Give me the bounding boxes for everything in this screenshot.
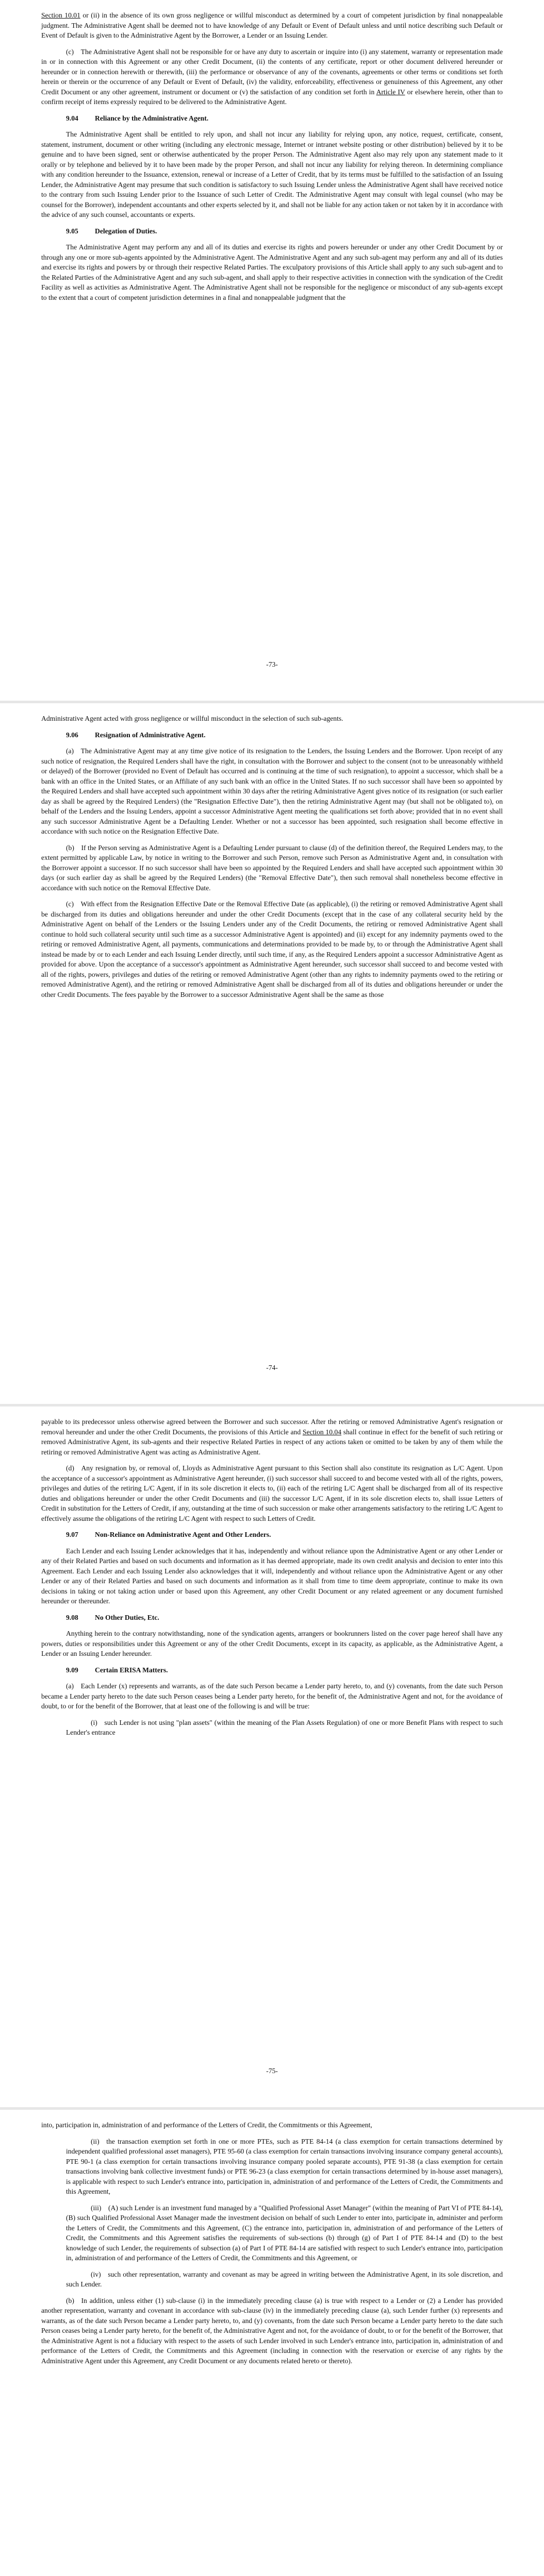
section-reference[interactable]: Section 10.01 [41, 11, 80, 19]
paragraph: (iv) such other representation, warranty and covenant as may be agreed in writing between the Administrative Agent, in its sole discretion, and such Lender. [66, 2270, 503, 2288]
page-number: -74- [266, 1364, 278, 1371]
paragraph: (c) The Administrative Agent shall not be responsible for or have any duty to ascertain or inquire into (i) any statement, warranty or representation made in or in connection with this Agreement or any other Credit Document, (ii) the contents of any certificate, report or other document delivered hereunder or hereunder or in connection herewith or therewith, (iii) the performance or observance of any of the covenants, agreements or other terms or conditions set forth herein or therein or the occurrence of any Default or Event of Default, (iv) the validity, enforceability, effectiveness or genuineness of this Agreement, any other Credit Document or any other agreement, instrument or document or (v) the satisfaction of any condition set forth in Article IV or elsewhere herein, other than to confirm receipt of items expressly required to be delivered to the Administrative Agent. [41, 47, 503, 106]
document-page-76 [0, 2110, 544, 2576]
paragraph: (i) such Lender is not using "plan assets" (within the meaning of the Plan Assets Regulation) of one or more Benefit Plans with respect to such Lender's entrance [66, 1718, 503, 1736]
section-heading: 9.06 Resignation of Administrative Agent. [66, 731, 206, 739]
paragraph: (ii) the transaction exemption set forth in one or more PTEs, such as PTE 84-14 (a class exemption for certain transactions determined by independent qualified professional asset managers), PTE 95-60 (a class exemption for certain transactions involving insurance company general accounts), PTE 90-1 (a class exemption for certain transactions involving insurance company pooled separate accounts), PTE 91-38 (a class exemption for certain transactions involving bank collective investment funds) or PTE 96-23 (a class exemption for certain transactions determined by in-house asset managers), is applicable with respect to such Lender's entrance into, participation in, administration of and performance of the Letters of Credit, the Commitments and this Agreement, [66, 2137, 503, 2195]
paragraph: (b) If the Person serving as Administrative Agent is a Defaulting Lender pursuant to clause (d) of the definition thereof, the Required Lenders may, to the extent permitted by applicable Law, by notice in writing to the Borrower and such Person, remove such Person as Administrative Agent and, in consultation with the Borrower appoint a successor. If no such successor shall have been so appointed by the Required Lenders and shall have accepted such appointment within 30 days (or such earlier day as shall be agreed by the Required Lenders) (the "Removal Effective Date"), then such removal shall nonetheless become effective in accordance with such notice on the Removal Effective Date. [41, 843, 503, 892]
paragraph: The Administrative Agent shall be entitled to rely upon, and shall not incur any liability for relying upon, any notice, request, certificate, consent, statement, instrument, document or other writing (including any electronic message, Internet or intranet website posting or other distribution) believed by it to be genuine and to have been signed, sent or otherwise authenticated by the proper Person. The Administrative Agent also may rely upon any statement made to it orally or by telephone and believed by it to have been made by the proper Person, and shall not incur any liability for relying thereon. In determining compliance with any condition hereunder to the Issuance, extension, renewal or increase of a Letter of Credit, that by its terms must be fulfilled to the satisfaction of an Issuing Lender, the Administrative Agent may presume that such condition is satisfactory to such Issuing Lender unless the Administrative Agent shall have received notice to the contrary from such Issuing Lender prior to the Issuance of such Letter of Credit. The Administrative Agent may consult with legal counsel (who may be counsel for the Borrower), independent accountants and other experts selected by it, and shall not be liable for any action taken or not taken by it in accordance with the advice of any such counsel, accountants or experts. [41, 130, 503, 218]
paragraph: payable to its predecessor unless otherwise agreed between the Borrower and such successor. After the retiring or removed Administrative Agent's resignation or removal hereunder and under the other Credit Documents, the provisions of this Article and Section 10.04 shall continue in effect for the benefit of such retiring or removed Administrative Agent, its sub-agents and their respective Related Parties in respect of any actions taken or omitted to be taken by any of them while the retiring or removed Administrative Agent was acting as Administrative Agent. [41, 1418, 503, 1456]
page-number: -75- [266, 2067, 278, 2075]
paragraph: (iii) (A) such Lender is an investment fund managed by a "Qualified Professional Asset Manager" (within the meaning of Part VI of PTE 84-14), (B) such Qualified Professional Asset Manager made the investment decision on behalf of such Lender to enter into, participate in, administer and perform the Letters of Credit, the Commitments and this Agreement, (C) the entrance into, participation in, administration of and performance of the Letters of Credit, the Commitments and this Agreement satisfies the requirements of sub-sections (b) through (g) of Part I of PTE 84-14 and (D) to the best knowledge of such Lender, the requirements of subsection (a) of Part I of PTE 84-14 are satisfied with respect to such Lender's entrance into, participation in, administration of and performance of the Letters of Credit, the Commitments and this Agreement, or [66, 2204, 503, 2262]
paragraph: (a) The Administrative Agent may at any time give notice of its resignation to the Lenders, the Issuing Lenders and the Borrower. Upon receipt of any such notice of resignation, the Required Lenders shall have the right, in consultation with the Borrower and subject to the consent (not to be unreasonably withheld or delayed) of the Borrower (provided no Event of Default has occurred and is continuing at the time of such resignation), to appoint a successor, which shall be a bank with an office in the United States, or an Affiliate of any such bank with an office in the United States. If no such successor shall have been so appointed by the Required Lenders and shall have accepted such appointment within 30 days after the retiring Administrative Agent gives notice of its resignation (or such earlier day as shall be agreed by the Required Lenders) (the "Resignation Effective Date"), then the retiring Administrative Agent may (but shall not be obligated to), on behalf of the Lenders and the Issuing Lenders, appoint a successor Administrative Agent meeting the qualifications set forth above; provided that in no event shall any such successor Administrative Agent be a Defaulting Lender. Whether or not a successor has been appointed, such resignation shall become effective in accordance with such notice on the Resignation Effective Date. [41, 747, 503, 835]
paragraph: Each Lender and each Issuing Lender acknowledges that it has, independently and without reliance upon the Administrative Agent or any other Lender or any of their Related Parties and based on such documents and information as it has deemed appropriate, made its own credit analysis and decision to enter into this Agreement. Each Lender and each Issuing Lender also acknowledges that it will, independently and without reliance upon the Administrative Agent or any other Lender or any of their Related Parties and based on such documents and information as it shall from time to time deem appropriate, continue to make its own decisions in taking or not taking action under or based upon this Agreement, any other Credit Document or any related agreement or any document furnished hereunder or thereunder. [41, 1547, 503, 1605]
section-heading: 9.05 Delegation of Duties. [66, 227, 157, 235]
section-heading: 9.04 Reliance by the Administrative Agent. [66, 114, 209, 122]
page-number: -73- [266, 660, 278, 668]
paragraph: (c) With effect from the Resignation Effective Date or the Removal Effective Date (as applicable), (i) the retiring or removed Administrative Agent shall be discharged from its duties and obligations hereunder and under the other Credit Documents (except that in the case of any collateral security held by the Administrative Agent on behalf of the Lenders or the Issuing Lenders under any of the Credit Documents, the retiring or removed Administrative Agent shall continue to hold such collateral security until such time as a successor Administrative Agent is appointed) and (ii) except for any indemnity payments owed to the retiring or removed Administrative Agent, all payments, communications and determinations provided to be made by, to or through the Administrative Agent shall instead be made by or to each Lender and each Issuing Lender directly, until such time, if any, as the Required Lenders appoint a successor Administrative Agent as provided for above. Upon the acceptance of a successor's appointment as Administrative Agent hereunder, such successor shall succeed to and become vested with all of the rights, powers, privileges and duties of the retiring or removed Administrative Agent (other than any rights to indemnity payments owed to the retiring or removed Administrative Agent), and the retiring or removed Administrative Agent shall be discharged from all of its duties and obligations hereunder or under the other Credit Documents. The fees payable by the Borrower to a successor Administrative Agent shall be the same as those [41, 900, 503, 998]
paragraph: Administrative Agent acted with gross negligence or willful misconduct in the selection of such sub-agents. [41, 715, 343, 722]
paragraph: Section 10.01 or (ii) in the absence of its own gross negligence or willful misconduct as determined by a court of competent jurisdiction by final nonappealable judgment. The Administrative Agent shall be deemed not to have knowledge of any Default or Event of Default unless and until notice describing such Default or Event of Default is given to the Administrative Agent by the Borrower, a Lender or an Issuing Lender. [41, 11, 503, 39]
section-reference[interactable]: Section 10.04 [302, 1428, 342, 1436]
document-page-74 [0, 703, 544, 1404]
paragraph: into, participation in, administration of and performance of the Letters of Credit, the Commitments or this Agreement, [41, 2121, 372, 2129]
paragraph: (d) Any resignation by, or removal of, Lloyds as Administrative Agent pursuant to this Section shall also constitute its resignation as L/C Agent. Upon the acceptance of a successor's appointment as Administrative Agent hereunder, (i) such successor shall succeed to and become vested with all of the rights, powers, privileges and duties of the retiring L/C Agent, if in its sole discretion it elects to, (ii) each of the retiring L/C Agent shall be discharged from all of its respective duties and obligations hereunder or under the other Credit Documents and (iii) the successor L/C Agent, if in its sole discretion elects to, shall issue Letters of Credit in substitution for the Letters of Credit, if any, outstanding at the time of such succession or make other arrangements satisfactory to the retiring L/C Agent to effectively assume the obligations of the retiring L/C Agent with respect to such Letters of Credit. [41, 1464, 503, 1522]
paragraph: (b) In addition, unless either (1) sub-clause (i) in the immediately preceding clause (a) is true with respect to a Lender or (2) a Lender has provided another representation, warranty and covenant in accordance with sub-clause (iv) in the immediately preceding clause (a), such Lender further (x) represents and warrants, as of the date such Person became a Lender party hereto, to, and (y) covenants, from the date such Person became a Lender party hereto to the date such Person ceases being a Lender party hereto, for the benefit of, the Administrative Agent and not, for the avoidance of doubt, to or for the benefit of the Borrower, that the Administrative Agent is not a fiduciary with respect to the assets of such Lender involved in such Lender's entrance into, participation in, administration of and performance of the Letters of Credit, the Commitments and this Agreement (including in connection with the reservation or exercise of any rights by the Administrative Agent under this Agreement, any Credit Document or any documents related hereto or thereto). [41, 2296, 503, 2365]
paragraph: Anything herein to the contrary notwithstanding, none of the syndication agents, arrangers or bookrunners listed on the cover page hereof shall have any powers, duties or responsibilities under this Agreement or any of the other Credit Documents, except in its capacity, as applicable, as the Administrative Agent, a Lender or an Issuing Lender hereunder. [41, 1630, 503, 1657]
document-page-75 [0, 1406, 544, 2107]
paragraph: The Administrative Agent may perform any and all of its duties and exercise its rights and powers hereunder or under any other Credit Document by or through any one or more sub-agents appointed by the Administrative Agent. The Administrative Agent and any such sub-agent may perform any and all of its duties and exercise its rights and powers by or through their respective Related Parties. The exculpatory provisions of this Article shall apply to any such sub-agent and to the Related Parties of the Administrative Agent and any such sub-agent, and shall apply to their respective activities in connection with the syndication of the Credit Facility as well as activities as Administrative Agent. The Administrative Agent shall not be responsible for the negligence or misconduct of any sub-agents except to the extent that a court of competent jurisdiction determines in a final and nonappealable judgment that the [41, 243, 503, 301]
paragraph: (a) Each Lender (x) represents and warrants, as of the date such Person became a Lender party hereto, to, and (y) covenants, from the date such Person became a Lender party hereto to the date such Person ceases being a Lender party hereto, for the benefit of, the Administrative Agent and not, for the avoidance of doubt, to or for the benefit of the Borrower, that at least one of the following is and will be true: [41, 1682, 503, 1710]
section-heading: 9.08 No Other Duties, Etc. [66, 1613, 159, 1621]
article-reference[interactable]: Article IV [376, 88, 405, 96]
section-heading: 9.07 Non-Reliance on Administrative Agent and Other Lenders. [66, 1531, 271, 1538]
document-page-73 [0, 0, 544, 701]
section-heading: 9.09 Certain ERISA Matters. [66, 1666, 168, 1674]
